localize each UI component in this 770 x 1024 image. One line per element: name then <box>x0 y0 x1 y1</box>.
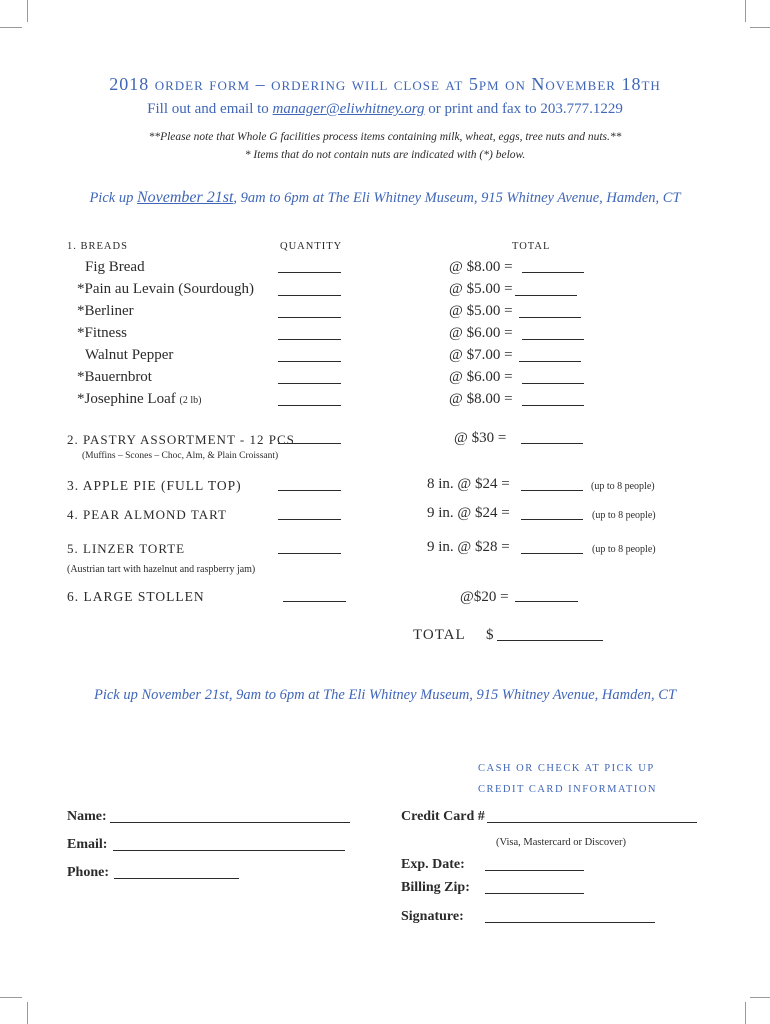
phone-label: Phone: <box>67 865 109 880</box>
pickup-info-top <box>0 189 770 207</box>
billing-zip-field[interactable] <box>485 893 584 894</box>
grand-total-field[interactable] <box>497 640 603 641</box>
total-field[interactable] <box>519 317 581 318</box>
quantity-field[interactable] <box>278 443 341 444</box>
quantity-field[interactable] <box>278 272 341 273</box>
crop-mark <box>750 997 770 998</box>
price-label: @ $30 = <box>454 430 507 446</box>
total-field[interactable] <box>515 601 578 602</box>
pickup-date: November 21st <box>136 189 234 206</box>
signature-label: Signature: <box>401 909 464 924</box>
quantity-field[interactable] <box>278 553 341 554</box>
item-apple-pie: 3. APPLE PIE (FULL TOP) <box>67 478 242 493</box>
item-josephine-loaf-weight: (2 lb) <box>179 395 202 406</box>
item-josephine-loaf-label: *Josephine Loaf <box>77 391 176 407</box>
item-fig-bread: Fig Bread <box>85 259 145 275</box>
price-label: @ $8.00 = <box>449 259 513 275</box>
price-label: 9 in. @ $24 = <box>427 505 510 521</box>
crop-mark <box>27 0 28 22</box>
linzer-detail: (Austrian tart with hazelnut and raspberry jam) <box>67 564 256 575</box>
submit-instructions <box>0 101 770 118</box>
pickup-suffix: , 9am to 6pm at The Eli Whitney Museum, 915 Whitney Avenue, Hamden, CT <box>233 190 681 206</box>
serving-note: (up to 8 people) <box>591 481 655 492</box>
total-field[interactable] <box>522 383 584 384</box>
quantity-field[interactable] <box>278 519 341 520</box>
instructions-suffix: or print and fax to 203.777.1229 <box>424 101 623 117</box>
total-field[interactable] <box>519 361 581 362</box>
total-field[interactable] <box>522 272 584 273</box>
serving-note: (up to 8 people) <box>592 510 656 521</box>
total-field[interactable] <box>521 519 583 520</box>
pickup-prefix: Pick up <box>89 190 137 206</box>
crop-mark <box>0 27 22 28</box>
item-linzer-torte: 5. LINZER TORTE <box>67 541 186 556</box>
quantity-field[interactable] <box>278 383 341 384</box>
item-large-stollen: 6. LARGE STOLLEN <box>67 589 205 604</box>
name-field[interactable] <box>110 822 350 823</box>
pickup-info-bottom: Pick up November 21st, 9am to 6pm at The Eli Whitney Museum, 915 Whitney Avenue, Hamden, CT <box>93 687 677 703</box>
quantity-field[interactable] <box>278 405 341 406</box>
credit-card-field[interactable] <box>487 822 697 823</box>
allergen-note: **Please note that Whole G facilities process items containing milk, wheat, eggs, tree nuts and nuts.** <box>148 131 622 143</box>
credit-card-heading: CREDIT CARD INFORMATION <box>478 784 657 795</box>
section-breads-heading: 1. BREADS <box>67 241 128 252</box>
total-field[interactable] <box>522 339 584 340</box>
phone-field[interactable] <box>114 878 239 879</box>
billing-zip-label: Billing Zip: <box>401 880 470 895</box>
total-field[interactable] <box>521 553 583 554</box>
crop-mark <box>745 1002 746 1024</box>
crop-mark <box>745 0 746 22</box>
price-label: @ $8.00 = <box>449 391 513 407</box>
item-pear-almond-tart: 4. PEAR ALMOND TART <box>67 507 227 522</box>
crop-mark <box>750 27 770 28</box>
crop-mark <box>0 997 22 998</box>
name-label: Name: <box>67 809 107 824</box>
price-label: 9 in. @ $28 = <box>427 539 510 555</box>
item-fitness: *Fitness <box>77 325 128 341</box>
credit-card-label: Credit Card # <box>401 809 485 824</box>
email-label: Email: <box>67 837 108 852</box>
item-berliner: *Berliner <box>77 303 134 319</box>
quantity-field[interactable] <box>278 361 341 362</box>
quantity-field[interactable] <box>278 295 341 296</box>
email-field[interactable] <box>113 850 345 851</box>
price-label: @$20 = <box>460 589 509 605</box>
form-title: 2018 order form – ordering will close at 5pm on November 18th <box>109 74 661 94</box>
pastry-detail: (Muffins – Scones – Choc, Alm, & Plain Croissant) <box>82 451 279 461</box>
exp-date-label: Exp. Date: <box>401 857 465 872</box>
item-walnut-pepper: Walnut Pepper <box>85 347 174 363</box>
item-bauernbrot: *Bauernbrot <box>77 369 152 385</box>
item-josephine-loaf <box>77 391 201 408</box>
price-label: @ $6.00 = <box>449 325 513 341</box>
instructions-prefix: Fill out and email to <box>147 101 273 117</box>
cash-check-note: CASH OR CHECK AT PICK UP <box>478 763 655 774</box>
item-pastry-assortment: 2. PASTRY ASSORTMENT - 12 PCS <box>67 432 295 447</box>
price-label: 8 in. @ $24 = <box>427 476 510 492</box>
crop-mark <box>27 1002 28 1024</box>
total-field[interactable] <box>521 490 583 491</box>
total-column-header: TOTAL <box>512 241 551 252</box>
total-field[interactable] <box>521 443 583 444</box>
price-label: @ $5.00 = <box>449 281 513 297</box>
price-label: @ $7.00 = <box>449 347 513 363</box>
signature-field[interactable] <box>485 922 655 923</box>
total-currency: $ <box>486 627 494 643</box>
quantity-column-header: QUANTITY <box>280 241 343 252</box>
price-label: @ $5.00 = <box>449 303 513 319</box>
exp-date-field[interactable] <box>485 870 584 871</box>
quantity-field[interactable] <box>278 317 341 318</box>
total-field[interactable] <box>515 295 577 296</box>
serving-note: (up to 8 people) <box>592 544 656 555</box>
quantity-field[interactable] <box>283 601 346 602</box>
total-field[interactable] <box>522 405 584 406</box>
manager-email-link[interactable]: manager@eliwhitney.org <box>272 101 425 117</box>
card-types-note: (Visa, Mastercard or Discover) <box>496 837 626 848</box>
price-label: @ $6.00 = <box>449 369 513 385</box>
item-pain-au-levain: *Pain au Levain (Sourdough) <box>77 281 255 297</box>
total-label: TOTAL <box>413 627 466 643</box>
quantity-field[interactable] <box>278 490 341 491</box>
nut-note: * Items that do not contain nuts are indicated with (*) below. <box>244 149 526 161</box>
quantity-field[interactable] <box>278 339 341 340</box>
